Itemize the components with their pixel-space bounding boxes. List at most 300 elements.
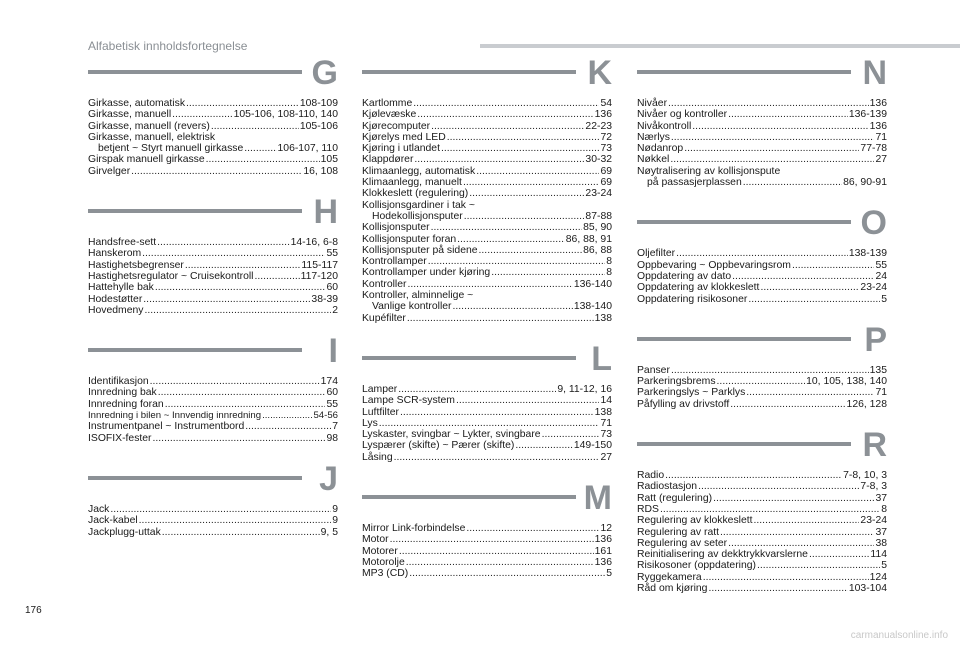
dot-leader (754, 515, 860, 526)
entry-label: Girkasse, automatisk (88, 98, 186, 109)
entry-label: Motorer (362, 545, 398, 557)
index-entry (637, 294, 887, 305)
index-entry (88, 237, 338, 248)
dot-leader (717, 376, 806, 387)
dot-leader (665, 470, 842, 481)
entry-page: 30-32 (585, 154, 612, 166)
index-entry (88, 294, 338, 305)
entry-label: Kjøring i utlandet (362, 143, 440, 155)
entry-page: 73 (600, 429, 612, 441)
section-letter: O (860, 204, 887, 243)
index-entry (362, 523, 612, 534)
index-entry (637, 365, 887, 376)
entry-page: 5 (881, 293, 887, 305)
entry-label: Kjørelys med LED (362, 131, 446, 143)
page-number: 176 (25, 605, 42, 616)
section-rule (88, 348, 302, 352)
entry-label: Lampe SCR-system (362, 395, 455, 407)
section-rule (637, 220, 851, 224)
entry-page: 135 (869, 364, 887, 376)
entry-page: 60 (326, 282, 338, 294)
entry-label: Kupéfilter (362, 312, 406, 324)
entry-label: Innredning foran (88, 398, 164, 410)
entry-page: 126, 128 (846, 398, 887, 410)
entry-page: 14 (600, 395, 612, 407)
section-heading (88, 193, 338, 237)
dot-leader (150, 376, 320, 387)
index-entry (637, 399, 887, 410)
entry-label: Oljefilter (637, 248, 676, 260)
dot-leader (379, 418, 600, 429)
index-section-m (362, 479, 612, 580)
dot-leader (708, 583, 847, 594)
entry-label: Hattehylle bak (88, 282, 154, 294)
entry-page: 105 (320, 154, 338, 166)
index-entry (88, 260, 338, 271)
page-header-title: Alfabetisk innholdsfortegnelse (88, 39, 248, 53)
section-letter: M (583, 479, 612, 518)
entry-label: Oppdatering av dato (637, 270, 732, 282)
dot-leader (469, 188, 584, 199)
entry-page: 106-107, 110 (277, 143, 338, 155)
index-section-n (637, 54, 887, 189)
index-entry (637, 154, 887, 165)
entry-label: Panser (637, 364, 670, 376)
dot-leader (698, 481, 859, 492)
index-entry (637, 260, 887, 271)
entry-label: Hastighetsregulator ~ Cruisekontroll (88, 270, 254, 282)
entry-page: 136 (594, 534, 612, 546)
dot-leader (254, 271, 299, 282)
entry-label: Kollisjonsputer (362, 222, 430, 234)
entry-label: Hanskerom (88, 248, 142, 260)
entry-page: 9 (332, 503, 338, 515)
entry-label: Nøkkel (637, 154, 670, 166)
entry-label: Hodestøtter (88, 293, 143, 305)
index-entry (362, 256, 612, 267)
entry-page: 174 (320, 376, 338, 388)
dot-leader (428, 256, 606, 267)
entry-label: Oppbevaring ~ Oppbevaringsrom (637, 259, 791, 271)
entry-label: MP3 (CD) (362, 568, 409, 580)
index-entry (362, 177, 612, 188)
section-heading (362, 339, 612, 384)
entry-label: Kjørecomputer (362, 120, 431, 132)
section-letter: N (862, 54, 887, 92)
dot-leader (400, 407, 594, 418)
dot-leader (670, 154, 874, 165)
index-entry (362, 132, 612, 143)
section-rule (637, 337, 851, 341)
entry-page: 136 (869, 98, 887, 109)
index-column-1 (88, 54, 338, 538)
entry-page: 87-88 (585, 210, 612, 222)
dot-leader (732, 271, 874, 282)
dot-leader (414, 154, 584, 165)
index-entry (88, 305, 338, 316)
entry-page: 8 (606, 256, 612, 268)
index-entry (362, 534, 612, 545)
entry-page: 114 (870, 549, 887, 561)
index-entry (88, 433, 338, 444)
index-section-l (362, 339, 612, 463)
dot-leader (479, 245, 583, 256)
entry-page: 105-106, 108-110, 140 (233, 109, 338, 121)
index-section-k (362, 54, 612, 324)
dot-leader (457, 234, 565, 245)
entry-page: 7-8, 3 (860, 481, 887, 493)
entry-page: 54-56 (313, 410, 338, 422)
entry-page: 71 (875, 387, 887, 399)
index-entry (637, 583, 887, 594)
dot-leader (406, 557, 594, 568)
index-section-i (88, 332, 338, 444)
index-entry (88, 248, 338, 259)
section-heading (88, 54, 338, 98)
index-entry (637, 504, 887, 515)
index-entry (362, 211, 612, 222)
index-entry (88, 410, 338, 421)
index-entry (362, 452, 612, 463)
dot-leader (476, 166, 599, 177)
index-entry (362, 121, 612, 132)
section-rule (88, 209, 302, 213)
index-entry (88, 387, 338, 398)
index-entry (362, 109, 612, 120)
entry-page: 37 (875, 492, 887, 504)
entry-label: Motor (362, 534, 389, 546)
index-entry (637, 132, 887, 143)
entry-page: 138-139 (848, 248, 887, 260)
entry-page: 9, 5 (320, 526, 338, 538)
dot-leader (809, 549, 869, 560)
entry-page: 124 (869, 571, 887, 583)
dot-leader (692, 121, 868, 132)
entry-page: 14-16, 6-8 (290, 237, 338, 249)
index-entry (88, 399, 338, 410)
dot-leader (157, 237, 289, 248)
entry-page: 136-139 (848, 109, 887, 121)
entry-label: Kontrollamper under kjøring (362, 267, 491, 279)
index-entry (362, 234, 612, 245)
entry-page: 149-150 (573, 440, 612, 452)
entry-page: 103-104 (848, 583, 887, 595)
entry-page: 5 (606, 568, 612, 580)
entry-page: 38-39 (311, 293, 338, 305)
section-heading (637, 204, 887, 248)
dot-leader (491, 267, 605, 278)
entry-label: Girkasse, manuell (88, 109, 172, 121)
dot-leader (131, 166, 302, 177)
entry-page: 23-24 (860, 515, 887, 527)
entry-label: Jack (88, 503, 110, 515)
dot-leader (466, 523, 599, 534)
index-entry (88, 504, 338, 515)
entry-label: Lys (362, 417, 378, 429)
dot-leader (728, 538, 874, 549)
dot-leader (760, 282, 859, 293)
dot-leader (431, 121, 584, 132)
entry-page: 55 (326, 248, 338, 260)
entry-page: 138-140 (573, 301, 612, 313)
index-entry (362, 568, 612, 579)
entry-label: Risikosoner (oppdatering) (637, 560, 756, 572)
index-entry (88, 271, 338, 282)
dot-leader (407, 279, 572, 290)
entry-label: Råd om kjøring (637, 583, 708, 595)
index-entry (88, 154, 338, 165)
index-entry (637, 387, 887, 398)
dot-leader (542, 429, 600, 440)
index-entry (362, 418, 612, 429)
entry-page: 5 (881, 560, 887, 572)
entry-page: 86, 88, 91 (565, 233, 612, 245)
index-entry (637, 481, 887, 492)
dot-leader (143, 294, 310, 305)
entry-page: 71 (875, 131, 887, 143)
dot-leader (172, 109, 232, 120)
dot-leader (110, 504, 331, 515)
index-entry (362, 429, 612, 440)
entry-page: 105-106 (299, 120, 338, 132)
entry-page: 37 (875, 526, 887, 538)
section-letter: I (328, 332, 338, 371)
section-rule (88, 70, 302, 74)
dot-leader (431, 222, 583, 233)
entry-label: Ryggekamera (637, 571, 702, 583)
entry-page: 2 (332, 304, 338, 316)
index-entry (362, 407, 612, 418)
dot-leader (398, 384, 556, 395)
index-entry (637, 98, 887, 109)
dot-leader (162, 527, 320, 538)
index-entry (88, 121, 338, 132)
dot-leader (728, 109, 848, 120)
section-rule (362, 356, 576, 360)
index-entry (637, 549, 887, 560)
dot-leader (730, 399, 845, 410)
dot-leader (743, 177, 842, 188)
entry-label: Innredning i bilen ~ Innvendig innredning (88, 410, 262, 422)
index-entry (88, 515, 338, 526)
entry-label: på passasjerplassen (647, 177, 742, 189)
dot-leader (463, 177, 600, 188)
entry-label: Nærlys (637, 131, 670, 143)
index-entry (362, 267, 612, 278)
entry-label: Girkasse, manuell (revers) (88, 120, 210, 132)
entry-label: Girspak manuell girkasse (88, 154, 205, 166)
index-entry (362, 290, 612, 301)
section-rule (88, 476, 302, 480)
entry-page: 108-109 (299, 98, 338, 109)
entry-page: 12 (600, 523, 612, 535)
index-entry (362, 279, 612, 290)
index-entry (88, 527, 338, 538)
index-entry (362, 143, 612, 154)
index-entry (362, 98, 612, 109)
index-entry (637, 515, 887, 526)
entry-page: 23-24 (585, 188, 612, 200)
entry-page: 73 (600, 143, 612, 155)
index-column-2 (362, 54, 612, 580)
entry-page: 71 (600, 417, 612, 429)
entry-label: Girkasse, manuell, elektrisk (88, 131, 216, 143)
index-entry (362, 154, 612, 165)
dot-leader (139, 515, 332, 526)
entry-page: 138 (594, 312, 612, 324)
index-entry (637, 560, 887, 571)
index-entry (637, 493, 887, 504)
entry-label: Identifikasjon (88, 376, 149, 388)
entry-page: 136-140 (573, 278, 612, 290)
dot-leader (660, 504, 880, 515)
section-heading (88, 332, 338, 376)
header-rule (480, 44, 960, 48)
entry-page: 22-23 (585, 120, 612, 132)
index-section-j (88, 459, 338, 538)
entry-label: ISOFIX-fester (88, 432, 152, 444)
dot-leader (186, 98, 299, 109)
index-entry (362, 557, 612, 568)
index-entry (88, 421, 338, 432)
entry-label: Jackplugg-uttak (88, 526, 161, 538)
section-heading (637, 426, 887, 470)
index-entry (637, 248, 887, 259)
entry-page: 86, 88 (583, 244, 612, 256)
entry-label: Jack-kabel (88, 515, 138, 527)
entry-label: Påfylling av drivstoff (637, 398, 730, 410)
index-entry (88, 376, 338, 387)
dot-leader (165, 399, 326, 410)
section-letter: K (587, 54, 612, 92)
entry-page: 136 (869, 120, 887, 132)
index-entry (362, 384, 612, 395)
entry-label: Nødanrop (637, 143, 684, 155)
dot-leader (185, 260, 301, 271)
entry-label: Kontroller, alminnelige ~ (362, 290, 474, 302)
entry-label: Kartlomme (362, 98, 413, 109)
entry-page: 23-24 (860, 282, 887, 294)
entry-page: 10, 105, 138, 140 (806, 376, 887, 388)
entry-label: Låsing (362, 451, 393, 463)
entry-label: Nøytralisering av kollisjonspute (637, 165, 781, 177)
dot-leader (746, 387, 874, 398)
entry-page: 85, 90 (583, 222, 612, 234)
dot-leader (713, 493, 874, 504)
dot-leader (399, 546, 594, 557)
entry-page: 136 (594, 109, 612, 121)
dot-leader (671, 132, 875, 143)
index-entry (637, 177, 887, 188)
entry-page: 55 (875, 259, 887, 271)
entry-page: 138 (594, 406, 612, 418)
entry-page: 136 (594, 556, 612, 568)
dot-leader (684, 143, 859, 154)
entry-label: Vanlige kontroller (372, 301, 452, 313)
index-entry (88, 282, 338, 293)
entry-label: Kjølevæske (362, 109, 417, 121)
index-section-r (637, 426, 887, 595)
entry-page: 27 (600, 451, 612, 463)
entry-label: Parkeringsbrems (637, 376, 716, 388)
section-heading (362, 479, 612, 523)
section-letter: H (313, 193, 338, 232)
entry-label: Handsfree-sett (88, 237, 157, 249)
index-entry (362, 166, 612, 177)
entry-page: 117-120 (300, 270, 338, 282)
section-letter: G (311, 54, 338, 92)
section-rule (637, 442, 851, 446)
watermark: carmanualsonline.info (850, 630, 948, 641)
entry-page: 8 (606, 267, 612, 279)
index-entry (362, 188, 612, 199)
dot-leader (703, 572, 869, 583)
entry-label: Nivåer og kontroller (637, 109, 728, 121)
entry-label: Klimaanlegg, manuelt (362, 177, 462, 189)
dot-leader (671, 365, 869, 376)
entry-page: 27 (875, 154, 887, 166)
dot-leader (244, 143, 276, 154)
dot-leader (464, 211, 585, 222)
index-entry (362, 301, 612, 312)
entry-label: Lyskaster, svingbar ~ Lykter, svingbare (362, 429, 541, 441)
entry-label: Hastighetsbegrenser (88, 259, 184, 271)
entry-page: 77-78 (860, 143, 887, 155)
dot-leader (211, 121, 299, 132)
index-entry (637, 143, 887, 154)
index-entry (637, 470, 887, 481)
index-entry (88, 143, 338, 154)
entry-label: Parkeringslys ~ Parklys (637, 387, 746, 399)
section-heading (362, 54, 612, 98)
entry-label: Nivåer (637, 98, 668, 109)
dot-leader (515, 440, 573, 451)
index-entry (637, 271, 887, 282)
entry-label: Kollisjonsgardiner i tak ~ (362, 199, 475, 211)
entry-page: 98 (326, 432, 338, 444)
dot-leader (720, 527, 874, 538)
entry-label: Motorolje (362, 556, 405, 568)
entry-page: 115-117 (301, 259, 338, 271)
entry-label: Innredning bak (88, 387, 157, 399)
section-letter: P (864, 320, 887, 359)
dot-leader (676, 248, 848, 259)
index-entry (637, 282, 887, 293)
index-entry (362, 313, 612, 324)
dot-leader (155, 282, 326, 293)
entry-label: Lamper (362, 383, 398, 395)
entry-label: Luftfilter (362, 406, 399, 418)
entry-label: Reinitialisering av dekktrykkvarslerne (637, 549, 808, 561)
entry-label: Regulering av klokkeslett (637, 515, 753, 527)
entry-label: Lyspærer (skifte) ~ Pærer (skifte) (362, 440, 515, 452)
dot-leader (158, 387, 326, 398)
entry-label: Oppdatering risikosoner (637, 293, 748, 305)
dot-leader (142, 248, 325, 259)
dot-leader (394, 452, 600, 463)
entry-page: 55 (326, 398, 338, 410)
index-entry (362, 222, 612, 233)
index-entry (88, 109, 338, 120)
entry-label: Kontrollamper (362, 256, 427, 268)
entry-label: Kontroller (362, 278, 407, 290)
section-heading (637, 320, 887, 365)
index-entry (637, 121, 887, 132)
entry-label: Mirror Link-forbindelse (362, 523, 466, 535)
dot-leader (153, 433, 326, 444)
dot-leader (262, 410, 312, 421)
entry-label: Ratt (regulering) (637, 492, 713, 504)
